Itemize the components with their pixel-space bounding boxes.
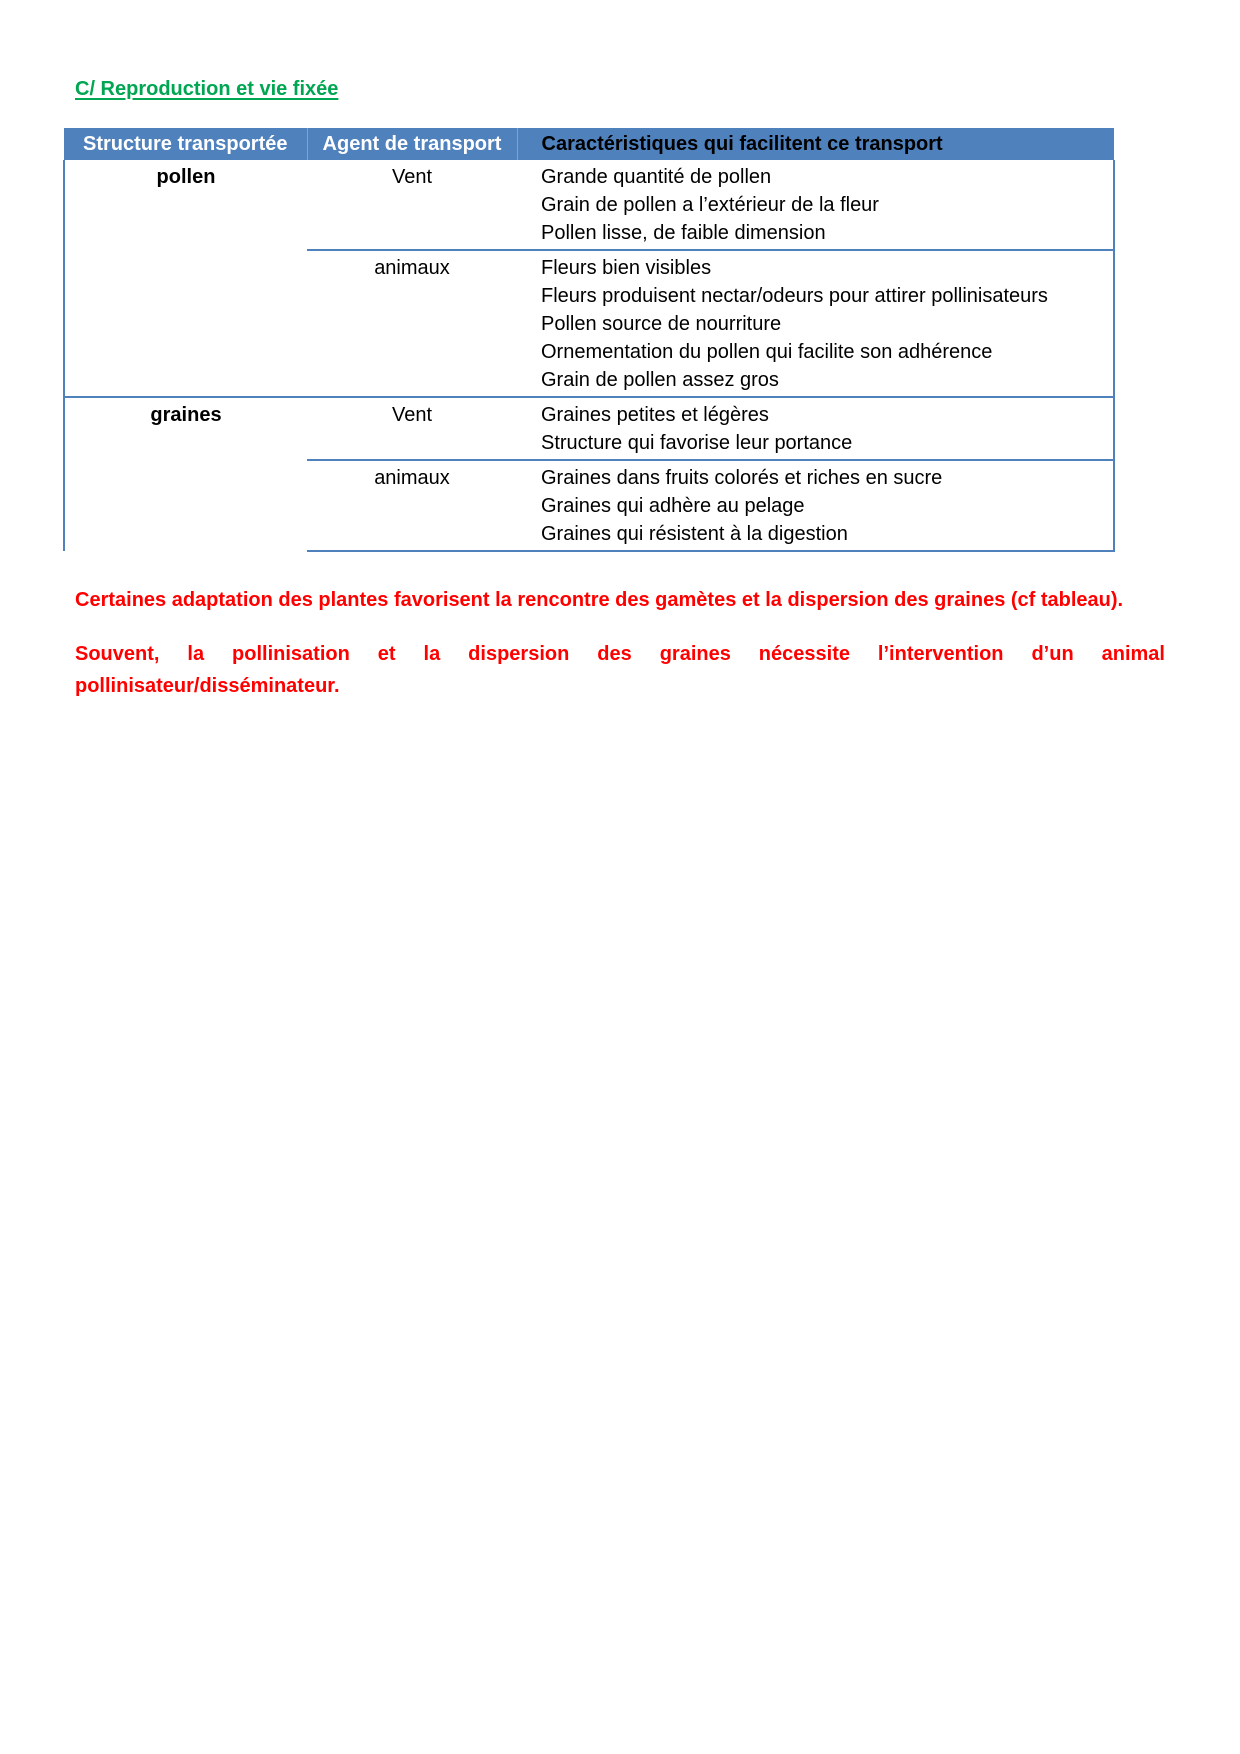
- caracteristique-item: Structure qui favorise leur portance: [541, 432, 853, 454]
- caracteristique-item: Fleurs produisent nectar/odeurs pour attirer pollinisateurs: [541, 285, 1048, 307]
- agent-cell: animaux: [307, 460, 517, 551]
- caracteristique-item: Pollen lisse, de faible dimension: [541, 222, 826, 244]
- conclusion-note: Souvent, la pollinisation et la dispersion des graines nécessite l’intervention d’un animal pollinisateur/disséminateur.: [75, 643, 1165, 697]
- conclusion-note: Certaines adaptation des plantes favorisent la rencontre des gamètes et la dispersion des graines (cf tableau).: [75, 589, 1124, 611]
- agent-cell: Vent: [307, 397, 517, 460]
- table-row: [64, 160, 1114, 250]
- caracteristique-item: Grain de pollen assez gros: [541, 369, 779, 391]
- structure-cell: pollen: [64, 160, 307, 397]
- header-caracteristiques: Caractéristiques qui facilitent ce transport: [517, 128, 1114, 160]
- agent-cell: Vent: [391, 166, 433, 188]
- agent-cell: animaux: [307, 250, 517, 397]
- caracteristiques-cell: [517, 460, 1114, 551]
- caracteristique-item: Graines qui résistent à la digestion: [541, 523, 848, 545]
- table-header-row: [64, 128, 1114, 160]
- caracteristique-item: Grain de pollen a l’extérieur de la fleur: [541, 194, 879, 216]
- caracteristiques-cell: [517, 160, 1114, 250]
- section-heading: C/ Reproduction et vie fixée: [75, 78, 339, 100]
- caracteristique-item: Ornementation du pollen qui facilite son adhérence: [541, 341, 993, 363]
- caracteristiques-cell: [517, 397, 1114, 460]
- caracteristiques-cell: [517, 250, 1114, 397]
- caracteristique-item: Pollen source de nourriture: [541, 313, 782, 335]
- structure-cell: graines: [64, 397, 307, 551]
- caracteristique-item: Grande quantité de pollen: [541, 166, 772, 188]
- header-structure: Structure transportée: [64, 128, 307, 160]
- caracteristique-item: Graines qui adhère au pelage: [541, 495, 805, 517]
- caracteristique-item: Graines dans fruits colorés et riches en sucre: [541, 467, 943, 489]
- caracteristique-item: Fleurs bien visibles: [541, 257, 712, 279]
- caracteristique-item: Graines petites et légères: [541, 404, 769, 426]
- transport-table: [63, 128, 1115, 552]
- header-agent: Agent de transport: [307, 128, 517, 160]
- table-row: [64, 397, 1114, 460]
